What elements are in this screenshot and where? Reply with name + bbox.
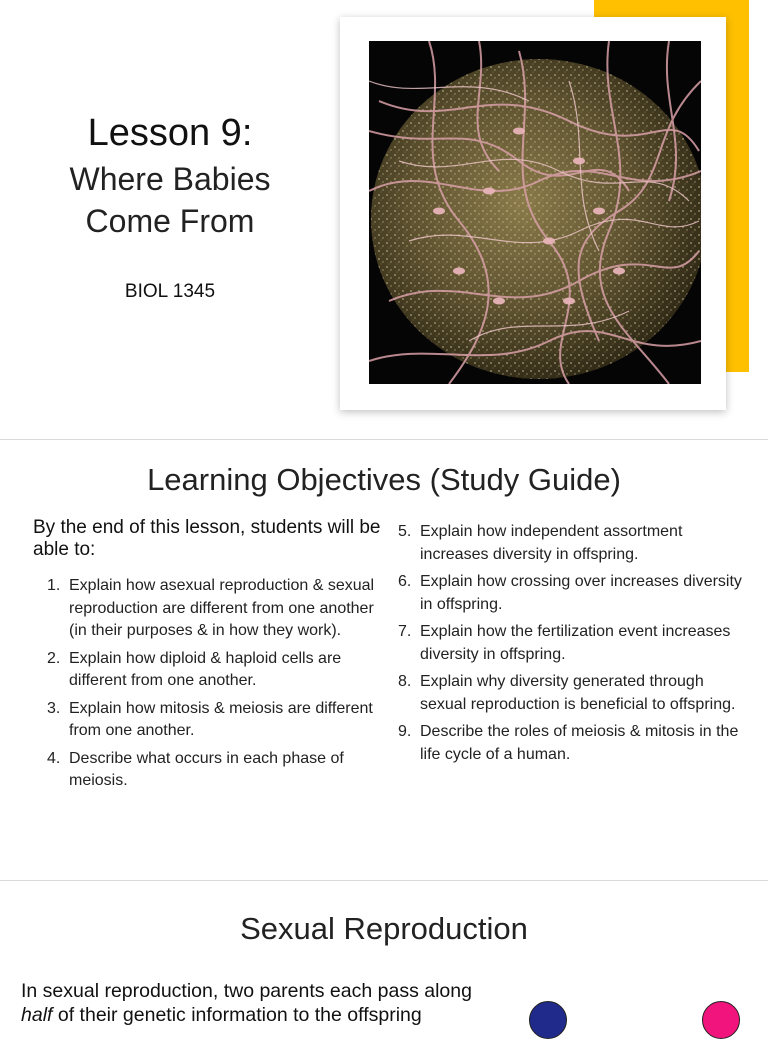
photo-frame [340, 17, 726, 410]
accent-bar-right [726, 0, 749, 372]
item-text: Describe the roles of meiosis & mitosis in the life cycle of a human. [420, 723, 739, 763]
item-number: 5. [398, 523, 412, 540]
course-code: BIOL 1345 [124, 281, 216, 302]
item-text: Explain how asexual reproduction & sexual reproduction are different from one another (in their purposes & in how they work). [69, 577, 375, 639]
item-text: Explain how independent assortment increases diversity in offspring. [420, 523, 683, 563]
egg-sperm-image [369, 41, 701, 384]
sexual-reproduction-text [21, 979, 521, 1027]
text-line1: In sexual reproduction, two parents each pass along [21, 980, 472, 1002]
parent2-dot [702, 1001, 740, 1039]
item-text: Explain how mitosis & meiosis are different from one another. [69, 699, 373, 739]
list-item [47, 575, 392, 643]
item-number: 9. [398, 723, 412, 740]
objectives-slide [0, 445, 768, 875]
item-number: 1. [47, 577, 61, 594]
lesson-subtitle-line1: Where Babies [69, 161, 271, 197]
list-item [398, 571, 743, 616]
lesson-subtitle [20, 158, 320, 242]
list-item [398, 621, 743, 666]
parent1-dot [529, 1001, 567, 1039]
fertilization-photo [369, 41, 701, 384]
list-item [47, 648, 392, 693]
list-item [398, 521, 743, 566]
lesson-subtitle-line2: Come From [85, 203, 255, 239]
item-number: 8. [398, 673, 412, 690]
item-text: Explain why diversity generated through sexual reproduction is beneficial to offspring. [420, 673, 736, 713]
item-number: 2. [47, 649, 61, 667]
objectives-intro: By the end of this lesson, students will be able to: [33, 517, 381, 560]
item-number: 4. [47, 749, 61, 767]
objectives-list-right [398, 521, 743, 771]
list-item [47, 698, 392, 743]
item-text: Explain how crossing over increases diversity in offspring. [420, 573, 742, 613]
title-slide [0, 0, 768, 434]
text-emphasis: half [21, 1004, 53, 1026]
item-text: Describe what occurs in each phase of meiosis. [69, 749, 344, 789]
lesson-title: Lesson 9: [87, 112, 253, 154]
slide-divider [0, 439, 768, 440]
item-number: 7. [398, 623, 412, 640]
item-number: 6. [398, 573, 412, 590]
list-item [398, 671, 743, 716]
sexual-reproduction-title: Sexual Reproduction [240, 911, 528, 946]
slide-divider [0, 880, 768, 881]
objectives-list-left [47, 575, 392, 798]
text-line2: of their genetic information to the offspring [57, 1004, 422, 1026]
list-item [47, 748, 392, 793]
objectives-title: Learning Objectives (Study Guide) [147, 462, 621, 497]
list-item [398, 721, 743, 766]
item-number: 3. [47, 699, 61, 717]
sexual-reproduction-slide [0, 885, 768, 1024]
item-text: Explain how diploid & haploid cells are different from one another. [69, 649, 342, 689]
item-text: Explain how the fertilization event increases diversity in offspring. [420, 623, 731, 663]
